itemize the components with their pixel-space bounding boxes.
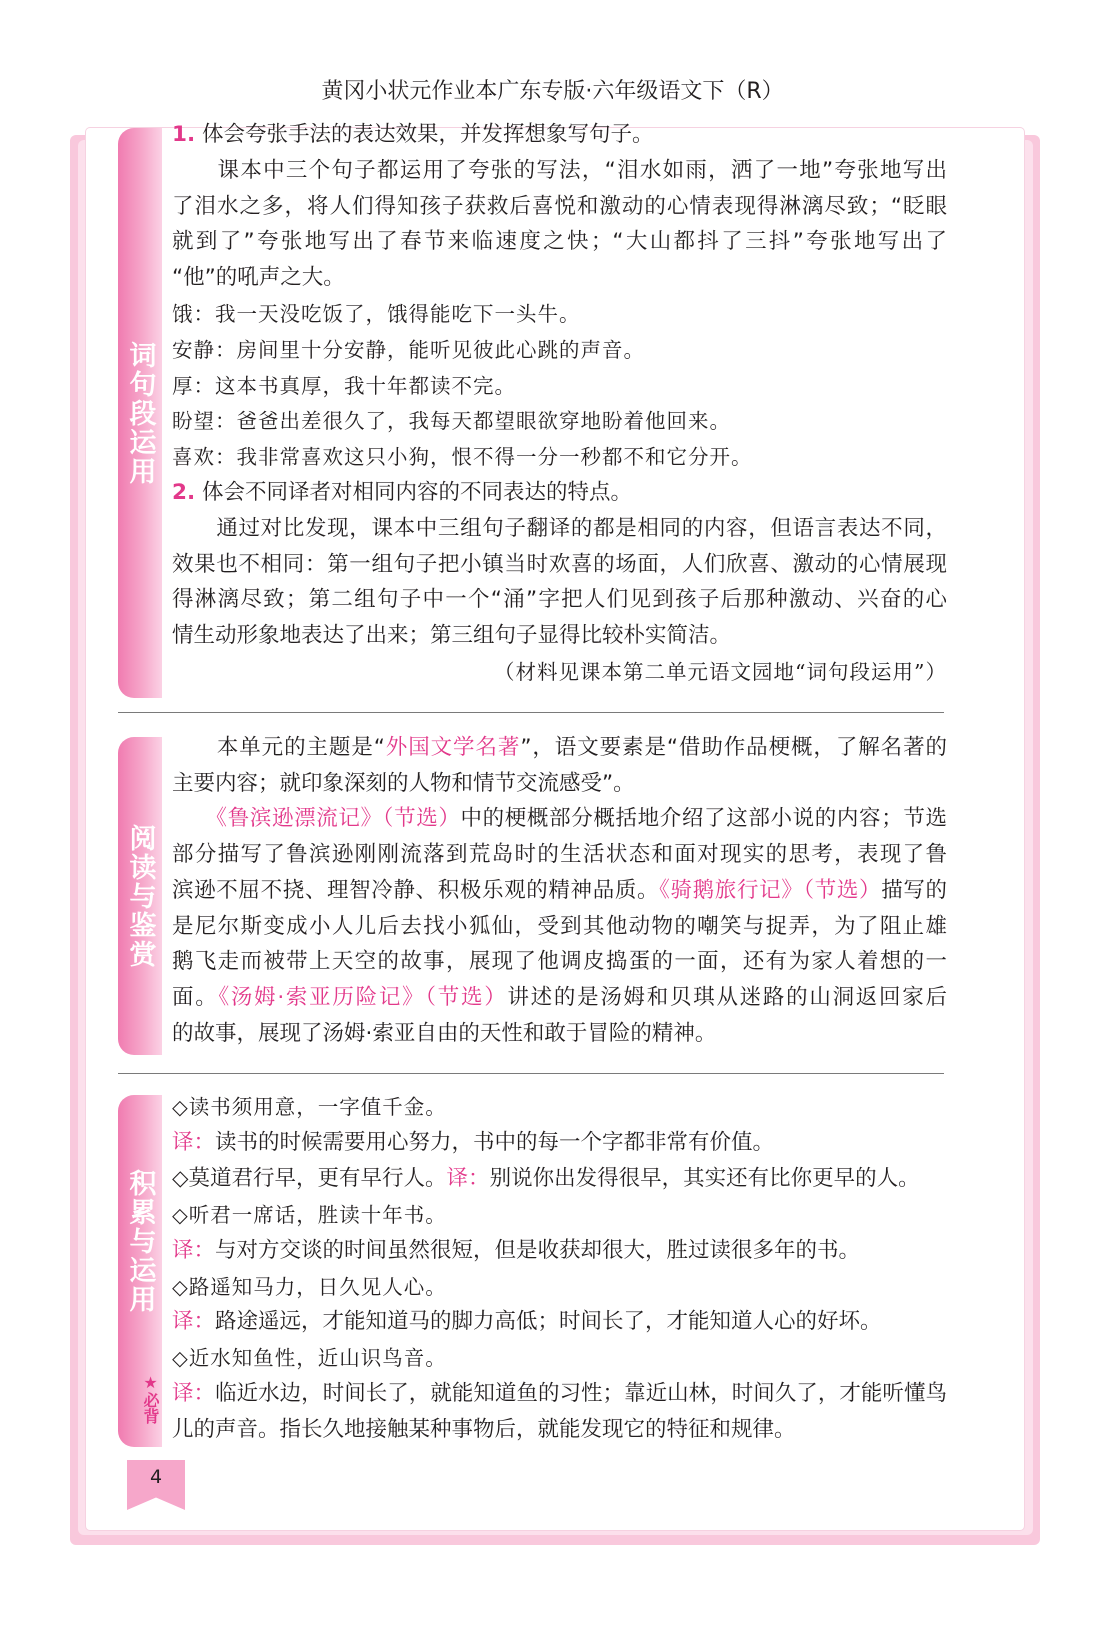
text-span: 体会夸张手法的表达效果，并发挥想象写句子。 (195, 122, 654, 147)
highlight-text: 译： (446, 1165, 490, 1191)
text-line (172, 158, 947, 184)
text-span: 的故事，展现了汤姆·索亚自由的天性和敢于冒险的精神。 (172, 1020, 717, 1046)
text-line (172, 194, 947, 220)
text-span: ◇莫道君行早，更有早行人。 (172, 1165, 447, 1191)
text-span: 盼望：爸爸出差很久了，我每天都望眼欲穿地盼着他回来。 (172, 409, 731, 434)
text-line (172, 1381, 947, 1407)
text-line (494, 659, 947, 685)
tab-ci-ju-duan-yun-yong (118, 128, 162, 698)
text-line (172, 842, 947, 868)
text-line (172, 408, 731, 434)
text-line (172, 301, 581, 327)
text-line (172, 914, 947, 940)
text-line (172, 516, 947, 542)
text-span: 主要内容；就印象深刻的人物和情节交流感受”。 (172, 770, 635, 796)
text-line (172, 1021, 716, 1047)
text-span: 是尼尔斯变成小人儿后去找小狐仙，受到其他动物的嘲笑与捉弄，为了阻止雄 (172, 913, 947, 939)
tab-label: 阅读与鉴赏 (124, 823, 156, 969)
text-line (172, 552, 947, 578)
text-span: 别说你出发得很早，其实还有比你更早的人。 (489, 1165, 920, 1191)
section-divider (118, 712, 944, 713)
highlight-text: 《汤姆·索亚历险记》（节选） (218, 984, 508, 1010)
text-line (172, 1417, 796, 1443)
page-header: 黄冈小状元作业本广东专版·六年级语文下（R） (321, 79, 784, 104)
text-span: 中的梗概部分概括地介绍了这部小说的内容；节选 (460, 806, 947, 832)
text-line (172, 480, 632, 506)
text-span: “他”的吼声之大。 (172, 265, 345, 291)
text-span: 鹅飞走而被带上天空的故事，展现了他调皮捣蛋的一面，还有为家人着想的一 (172, 949, 947, 975)
text-line (172, 444, 753, 470)
text-line (172, 337, 645, 363)
item-number: 2. (172, 480, 196, 505)
text-span: 厚：这本书真厚，我十年都读不完。 (172, 373, 516, 398)
highlight-text: 译： (172, 1381, 216, 1407)
text-span: 滨逊不屈不挠、理智冷静、积极乐观的精神品质。 (172, 877, 660, 903)
text-span: ◇近水知鱼性，近山识鸟音。 (172, 1346, 447, 1371)
tab-label: 词句段运用 (124, 340, 156, 486)
text-line (172, 1238, 860, 1264)
text-span: 与对方交谈的时间虽然很短，但是收获却很大，胜过读很多年的书。 (215, 1237, 861, 1263)
text-span: 效果也不相同：第一组句子把小镇当时欢喜的场面，人们欣喜、激动的心情展现 (172, 551, 947, 577)
text-line (172, 1274, 447, 1300)
highlight-text: 译： (172, 1237, 216, 1263)
text-span: 得淋漓尽致；第二组句子中一个“涌”字把人们见到孩子后那种激动、兴奋的心 (172, 587, 947, 613)
text-line (172, 623, 731, 649)
text-span: 读书的时候需要用心努力，书中的每一个字都非常有价值。 (215, 1129, 775, 1155)
text-line (172, 587, 947, 613)
text-span: ◇路遥知马力，日久见人心。 (172, 1274, 447, 1299)
tab-yue-du-yu-jian-shang (118, 737, 162, 1055)
text-line (172, 949, 947, 975)
text-span: 课本中三个句子都运用了夸张的写法，“泪水如雨，洒了一地”夸张地写出 (172, 157, 947, 183)
highlight-text: 译： (172, 1129, 216, 1155)
text-span (172, 806, 216, 831)
text-span: 情生动形象地表达了出来；第三组句子显得比较朴实简洁。 (172, 623, 732, 649)
text-span: 讲述的是汤姆和贝琪从迷路的山洞返回家后 (507, 984, 947, 1010)
text-line (172, 265, 345, 291)
text-span: 儿的声音。指长久地接触某种事物后，就能发现它的特征和规律。 (172, 1417, 796, 1443)
text-line (172, 1094, 447, 1120)
must-memorize-badge: ★必背 (141, 1373, 160, 1424)
text-line (172, 806, 947, 832)
highlight-text: 《骑鹅旅行记》（节选） (659, 877, 882, 903)
tab-label: 积累与运用 (124, 1168, 156, 1314)
page-number: 4 (149, 1466, 163, 1488)
text-line (172, 229, 947, 255)
text-span: ”，语文要素是“借助作品梗概，了解名著的 (520, 735, 947, 760)
text-span: 通过对比发现，课本中三组句子翻译的都是相同的内容，但语言表达不同， (172, 515, 947, 541)
text-span: 体会不同译者对相同内容的不同表达的特点。 (195, 480, 632, 505)
text-span: （材料见课本第二单元语文园地“词句段运用”） (494, 660, 947, 684)
text-span: 本单元的主题是“ (172, 735, 385, 760)
text-line (172, 1130, 774, 1156)
text-span: 面。 (172, 984, 219, 1010)
highlight-text: 译： (172, 1309, 216, 1335)
text-line (172, 878, 947, 904)
text-span: 了泪水之多，将人们得知孩子获救后喜悦和激动的心情表现得淋漓尽致；“眨眼 (172, 193, 947, 219)
text-line (172, 771, 635, 797)
highlight-text: 《鲁滨逊漂流记》（节选） (216, 806, 461, 832)
tab-ji-lei-yu-yun-yong (118, 1095, 162, 1447)
text-line (172, 1309, 882, 1335)
text-span: 部分描写了鲁滨逊刚刚流落到荒岛时的生活状态和面对现实的思考，表现了鲁 (172, 842, 947, 868)
text-line (172, 373, 516, 399)
highlight-text: 外国文学名著 (384, 735, 521, 760)
item-number: 1. (172, 122, 196, 147)
text-line (172, 122, 653, 148)
text-line (172, 985, 947, 1011)
text-line (172, 1345, 447, 1371)
text-span: 安静：房间里十分安静，能听见彼此心跳的声音。 (172, 337, 645, 362)
text-span: 临近水边，时间长了，就能知道鱼的习性；靠近山林，时间久了，才能听懂鸟 (215, 1381, 947, 1407)
text-line (172, 735, 947, 761)
text-span: ◇读书须用意，一字值千金。 (172, 1095, 447, 1119)
text-line (172, 1166, 920, 1192)
text-span: ◇听君一席话，胜读十年书。 (172, 1202, 447, 1227)
text-span: 就到了”夸张地写出了春节来临速度之快；“大山都抖了三抖”夸张地写出了 (172, 229, 947, 255)
section-divider (118, 1073, 944, 1074)
text-span: 路途遥远，才能知道马的脚力高低；时间长了，才能知道人心的好坏。 (215, 1309, 882, 1335)
text-span: 描写的 (881, 877, 947, 903)
text-line (172, 1202, 447, 1228)
text-span: 喜欢：我非常喜欢这只小狗，恨不得一分一秒都不和它分开。 (172, 445, 753, 470)
text-span: 饿：我一天没吃饭了，饿得能吃下一头牛。 (172, 302, 581, 326)
